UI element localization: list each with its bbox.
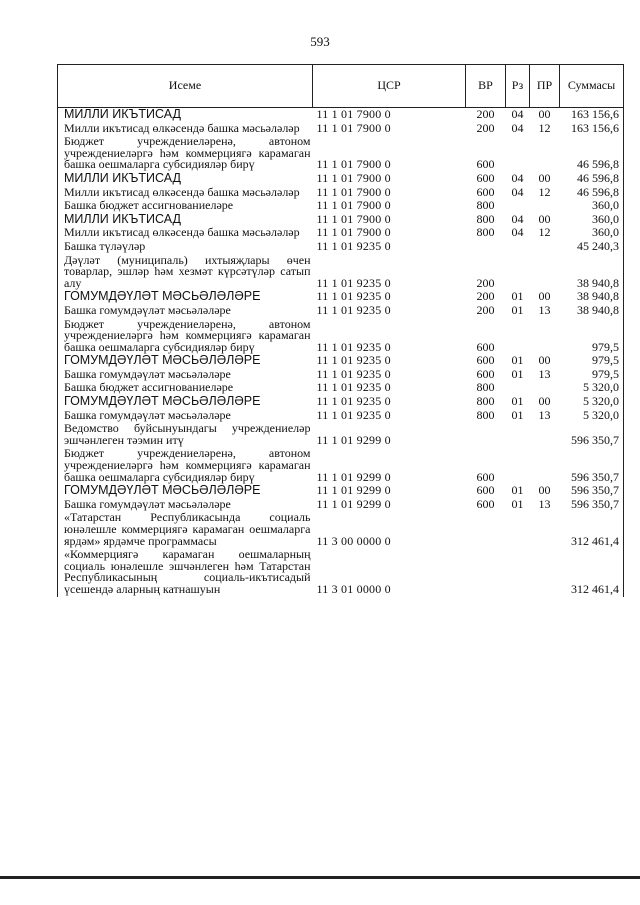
row-csr: 11 1 01 7900 0 [316, 198, 391, 213]
header-vr: ВР [466, 65, 506, 108]
row-sum: 5 320,0 [560, 395, 624, 409]
row-csr: 11 1 01 9235 0 [316, 353, 391, 368]
row-pr: 12 [538, 225, 551, 240]
row-rz [506, 381, 530, 395]
row-csr: 11 1 01 7900 0 [316, 184, 391, 199]
row-name: Милли икътисад өлкәсендә башка мәсьәләләр [58, 226, 313, 240]
row-pr [530, 318, 560, 355]
table-row [58, 172, 624, 186]
row-name: МИЛЛИ ИКЪТИСАД [58, 172, 313, 186]
row-pr: 00 [538, 394, 551, 409]
row-vr [466, 511, 506, 548]
row-sum: 163 156,6 [560, 122, 624, 136]
row-vr: 600 [476, 366, 495, 381]
row-pr: 13 [538, 302, 551, 317]
row-name: Милли икътисад өлкәсендә башка мәсьәләләр [58, 186, 313, 200]
row-rz: 04 [511, 170, 524, 185]
table-row [58, 498, 624, 512]
row-sum: 979,5 [560, 368, 624, 382]
row-name: Башка гомумдәүләт мәсьәләләре [58, 409, 313, 423]
row-rz [506, 318, 530, 355]
row-name: Бюджет учреждениеләренә, автоном учреждениеләргә һәм коммерциягә карамаган башка оешмаларга субсидияләр бирү [58, 135, 313, 172]
row-sum: 38 940,8 [560, 290, 624, 304]
row-rz: 01 [511, 483, 524, 498]
row-rz: 04 [511, 107, 524, 121]
row-rz: 01 [511, 302, 524, 317]
row-name: Башка бюджет ассигнованиеләре [58, 199, 313, 213]
table-row [58, 254, 624, 291]
row-rz [506, 447, 530, 484]
table-row [58, 213, 624, 227]
bottom-rule [0, 876, 640, 879]
row-sum: 46 596,8 [560, 172, 624, 186]
row-csr: 11 1 01 9235 0 [316, 394, 391, 409]
row-vr: 600 [476, 483, 495, 498]
row-vr [466, 422, 506, 447]
row-rz [506, 254, 530, 291]
row-name: Ведомство буйсынуындагы учреждениеләр эшчәнлеген тәэмин итү [58, 422, 313, 447]
table-body [58, 108, 624, 597]
row-name: ГОМУМДӘҮЛӘТ МӘСЬӘЛӘЛӘРЕ [58, 484, 313, 498]
row-sum: 360,0 [560, 226, 624, 240]
row-sum: 360,0 [560, 199, 624, 213]
row-name: ГОМУМДӘҮЛӘТ МӘСЬӘЛӘЛӘРЕ [58, 395, 313, 409]
row-vr: 800 [476, 407, 495, 422]
row-sum: 360,0 [560, 213, 624, 227]
row-name: Башка бюджет ассигнованиеләре [58, 381, 313, 395]
row-vr: 800 [476, 394, 495, 409]
table-row [58, 304, 624, 318]
table-row [58, 354, 624, 368]
table-row [58, 381, 624, 395]
table-row [58, 122, 624, 136]
row-pr: 00 [538, 289, 551, 304]
row-name: МИЛЛИ ИКЪТИСАД [58, 108, 313, 122]
row-csr: 11 3 00 0000 0 [316, 533, 391, 548]
table-row [58, 548, 624, 596]
header-sum: Суммасы [560, 65, 624, 108]
row-pr [530, 511, 560, 548]
row-sum: 596 350,7 [560, 498, 624, 512]
row-pr: 13 [538, 407, 551, 422]
table-row [58, 511, 624, 548]
row-pr [530, 548, 560, 596]
row-sum: 163 156,6 [560, 108, 624, 122]
table-row [58, 186, 624, 200]
header-pr: ПР [530, 65, 560, 108]
row-sum: 596 350,7 [560, 484, 624, 498]
row-rz: 04 [511, 225, 524, 240]
header-rz: Рз [506, 65, 530, 108]
row-vr: 600 [476, 170, 495, 185]
table-row [58, 240, 624, 254]
table-row [58, 226, 624, 240]
row-name: «Коммерциягә карамаган оешмаларның социаль юнәлешле эшчәнлеген һәм Татарстан Республикасының социаль-икътисадый үсешендә аларның катнашуын [58, 548, 313, 596]
row-pr [530, 199, 560, 213]
row-sum: 979,5 [560, 318, 624, 355]
table-row [58, 447, 624, 484]
row-vr [466, 240, 506, 254]
row-rz [506, 511, 530, 548]
row-csr: 11 1 01 7900 0 [316, 107, 391, 121]
table-row [58, 108, 624, 122]
row-rz: 01 [511, 353, 524, 368]
row-vr: 600 [476, 496, 495, 511]
row-name: Бюджет учреждениеләренә, автоном учреждениеләргә һәм коммерциягә карамаган башка оешмаларга субсидияләр бирү [58, 318, 313, 355]
row-csr: 11 1 01 9235 0 [316, 339, 391, 354]
row-pr: 00 [538, 483, 551, 498]
row-pr: 12 [538, 120, 551, 135]
row-name: Башка гомумдәүләт мәсьәләләре [58, 498, 313, 512]
row-sum: 46 596,8 [560, 135, 624, 172]
row-sum: 5 320,0 [560, 381, 624, 395]
row-name: Дәүләт (муниципаль) ихтыяҗлары өчен товарлар, эшләр һәм хезмәт күрсәтүләр сатып алу [58, 254, 313, 291]
row-csr: 11 1 01 9299 0 [316, 432, 391, 447]
row-rz [506, 240, 530, 254]
row-name: МИЛЛИ ИКЪТИСАД [58, 213, 313, 227]
row-sum: 312 461,4 [560, 511, 624, 548]
row-name: Башка гомумдәүләт мәсьәләләре [58, 368, 313, 382]
table-row [58, 409, 624, 423]
row-rz: 04 [511, 184, 524, 199]
row-vr: 800 [476, 198, 495, 213]
row-vr: 200 [476, 302, 495, 317]
row-csr: 11 1 01 9299 0 [316, 483, 391, 498]
table-row [58, 135, 624, 172]
row-csr: 11 1 01 9235 0 [316, 302, 391, 317]
row-csr: 11 1 01 9235 0 [316, 289, 391, 304]
row-name: Башка түләүләр [58, 240, 313, 254]
row-rz [506, 135, 530, 172]
row-vr: 800 [476, 211, 495, 226]
table-header [58, 65, 624, 108]
row-sum: 312 461,4 [560, 548, 624, 596]
row-sum: 46 596,8 [560, 186, 624, 200]
row-name: Бюджет учреждениеләренә, автоном учреждениеләргә һәм коммерциягә карамаган башка оешмаларга субсидияләр бирү [58, 447, 313, 484]
row-pr: 13 [538, 366, 551, 381]
row-name: Башка гомумдәүләт мәсьәләләре [58, 304, 313, 318]
row-pr: 12 [538, 184, 551, 199]
row-rz: 01 [511, 394, 524, 409]
row-csr: 11 1 01 7900 0 [316, 225, 391, 240]
row-csr: 11 1 01 7900 0 [316, 157, 391, 172]
row-rz: 04 [511, 211, 524, 226]
table-row [58, 318, 624, 355]
row-rz: 01 [511, 366, 524, 381]
row-sum: 979,5 [560, 354, 624, 368]
row-vr: 800 [476, 225, 495, 240]
row-csr: 11 3 01 0000 0 [316, 581, 391, 596]
row-rz: 01 [511, 496, 524, 511]
row-sum: 45 240,3 [560, 240, 624, 254]
budget-table [57, 64, 624, 597]
row-pr [530, 381, 560, 395]
row-rz [506, 199, 530, 213]
row-rz: 04 [511, 120, 524, 135]
row-csr: 11 1 01 9235 0 [316, 380, 391, 395]
row-pr: 00 [538, 107, 551, 121]
row-sum: 596 350,7 [560, 447, 624, 484]
row-csr: 11 1 01 7900 0 [316, 211, 391, 226]
row-pr [530, 240, 560, 254]
row-vr: 600 [476, 184, 495, 199]
row-name: ГОМУМДӘҮЛӘТ МӘСЬӘЛӘЛӘРЕ [58, 354, 313, 368]
row-vr: 200 [476, 289, 495, 304]
table-row [58, 395, 624, 409]
header-csr: ЦСР [313, 65, 466, 108]
row-sum: 5 320,0 [560, 409, 624, 423]
row-vr: 200 [476, 275, 495, 290]
row-csr: 11 1 01 9299 0 [316, 496, 391, 511]
row-rz [506, 548, 530, 596]
row-vr: 200 [476, 107, 495, 121]
row-pr: 00 [538, 170, 551, 185]
row-name: ГОМУМДӘҮЛӘТ МӘСЬӘЛӘЛӘРЕ [58, 290, 313, 304]
row-name: Милли икътисад өлкәсендә башка мәсьәләләр [58, 122, 313, 136]
row-rz: 01 [511, 407, 524, 422]
row-name: «Татарстан Республикасында социаль юнәлешле коммерциягә карамаган оешмаларга ярдәм» ярдәмче программасы [58, 511, 313, 548]
row-rz: 01 [511, 289, 524, 304]
row-vr: 600 [476, 157, 495, 172]
row-vr: 200 [476, 120, 495, 135]
table-row [58, 422, 624, 447]
row-vr [466, 548, 506, 596]
row-csr: 11 1 01 7900 0 [316, 170, 391, 185]
row-pr [530, 254, 560, 291]
row-pr [530, 447, 560, 484]
row-csr: 11 1 01 9235 0 [316, 407, 391, 422]
table-row [58, 199, 624, 213]
row-pr: 00 [538, 211, 551, 226]
row-csr: 11 1 01 9299 0 [316, 469, 391, 484]
row-sum: 596 350,7 [560, 422, 624, 447]
header-name: Исеме [58, 65, 313, 108]
row-csr: 11 1 01 9235 0 [316, 275, 391, 290]
table-row [58, 484, 624, 498]
row-pr: 00 [538, 353, 551, 368]
row-vr: 800 [476, 380, 495, 395]
row-vr: 600 [476, 353, 495, 368]
row-pr [530, 422, 560, 447]
row-csr: 11 1 01 7900 0 [316, 120, 391, 135]
row-pr [530, 135, 560, 172]
row-sum: 38 940,8 [560, 304, 624, 318]
page-number: 593 [310, 34, 330, 49]
row-vr: 600 [476, 339, 495, 354]
row-csr: 11 1 01 9235 0 [316, 238, 391, 253]
row-csr: 11 1 01 9235 0 [316, 366, 391, 381]
row-vr: 600 [476, 469, 495, 484]
row-pr: 13 [538, 496, 551, 511]
row-sum: 38 940,8 [560, 254, 624, 291]
table-row [58, 368, 624, 382]
row-rz [506, 422, 530, 447]
table-row [58, 290, 624, 304]
